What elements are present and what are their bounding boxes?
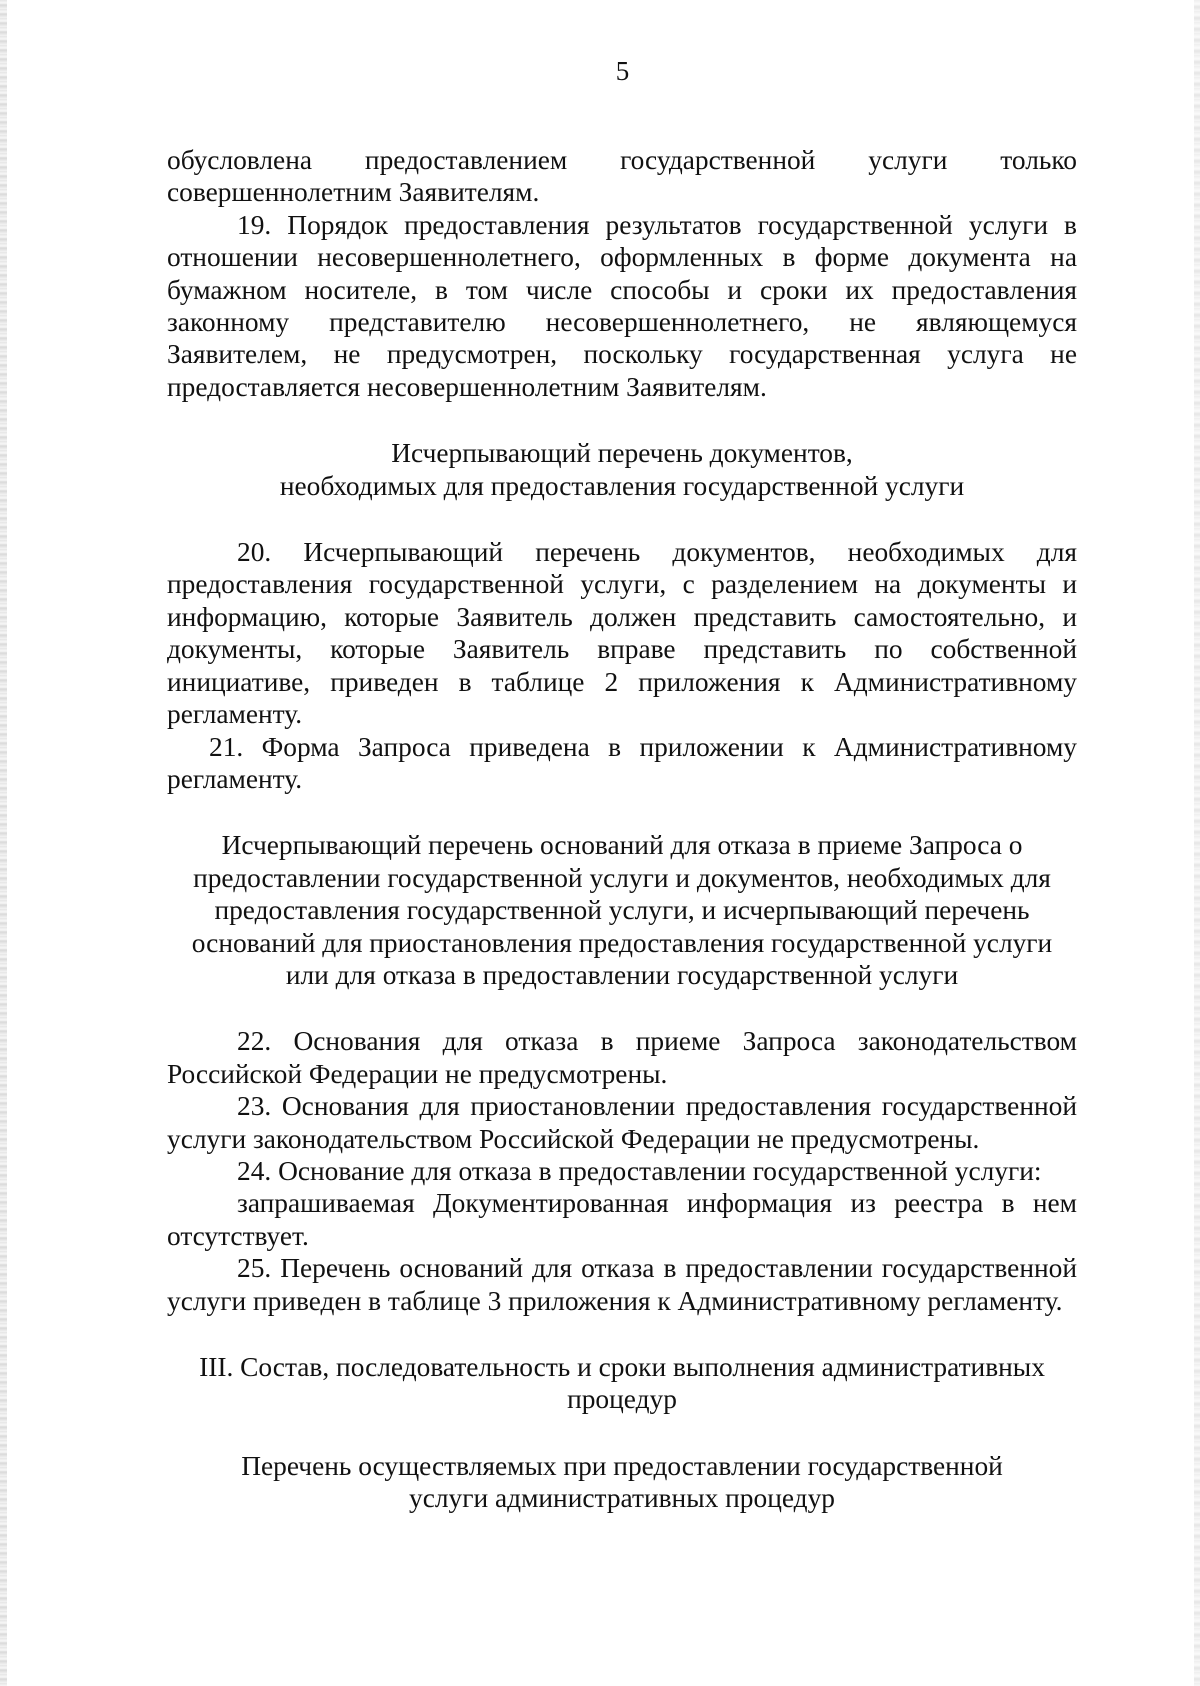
heading-line: услуги административных процедур — [409, 1483, 835, 1514]
heading-line: необходимых для предоставления государственной услуги — [279, 470, 965, 501]
heading-line: оснований для приостановления предоставления государственной услуги — [191, 927, 1053, 958]
paragraph-21: 21. Форма Запроса приведена в приложении к Административному регламенту. — [167, 731, 1077, 794]
paragraph-22: 22. Основания для отказа в приеме Запроса законодательством Российской Федерации не предусмотрены. — [167, 1026, 1077, 1089]
paragraph-continuation: обусловлена предоставлением государственной услуги только совершеннолетним Заявителям. — [167, 145, 1077, 208]
heading-line: Перечень осуществляемых при предоставлении государственной — [241, 1450, 1003, 1481]
heading-procedures — [167, 1450, 1077, 1515]
paragraph-23: 23. Основания для приостановлении предоставления государственной услуги законодательством Российской Федерации не предусмотрены. — [167, 1091, 1077, 1154]
page-number: 5 — [615, 56, 630, 86]
paragraph-25: 25. Перечень оснований для отказа в предоставлении государственной услуги приведен в таблице 3 приложения к Административному регламенту. — [167, 1253, 1077, 1316]
heading-line: предоставления государственной услуги, и исчерпывающий перечень — [214, 895, 1030, 926]
document-body — [167, 144, 1077, 1549]
paragraph-20: 20. Исчерпывающий перечень документов, необходимых для предоставления государственной услуги, с разделением на документы и информацию, которые Заявитель должен представить самостоятельно, и документы, которые Заявитель вправе представить по собственной инициативе, приведен в таблице 2 приложения к Административному регламенту. — [167, 537, 1077, 730]
heading-line: Исчерпывающий перечень оснований для отказа в приеме Запроса о — [221, 830, 1023, 861]
heading-line: предоставлении государственной услуги и документов, необходимых для — [193, 862, 1051, 893]
paragraph-24: 24. Основание для отказа в предоставлении государственной услуги: — [237, 1155, 1042, 1186]
heading-documents — [167, 437, 1077, 502]
heading-refusal — [163, 829, 1081, 991]
heading-section-3 — [163, 1351, 1081, 1416]
scan-left-edge — [0, 0, 7, 1686]
paragraph-24-item: запрашиваемая Документированная информация из реестра в нем отсутствует. — [167, 1188, 1077, 1251]
heading-line: или для отказа в предоставлении государственной услуги — [285, 959, 959, 990]
paragraph-19: 19. Порядок предоставления результатов государственной услуги в отношении несовершеннолетнего, оформленных в форме документа на бумажном носителе, в том числе способы и сроки их предоставления законному представителю несовершеннолетнего, не являющемуся Заявителем, не предусмотрен, поскольку государственная услуга не предоставляется несовершеннолетним Заявителям. — [167, 209, 1077, 402]
heading-line: процедур — [567, 1384, 677, 1415]
heading-line: III. Состав, последовательность и сроки выполнения административных — [199, 1352, 1045, 1382]
heading-line: Исчерпывающий перечень документов, — [391, 438, 853, 469]
scan-right-edge — [1194, 0, 1200, 1686]
